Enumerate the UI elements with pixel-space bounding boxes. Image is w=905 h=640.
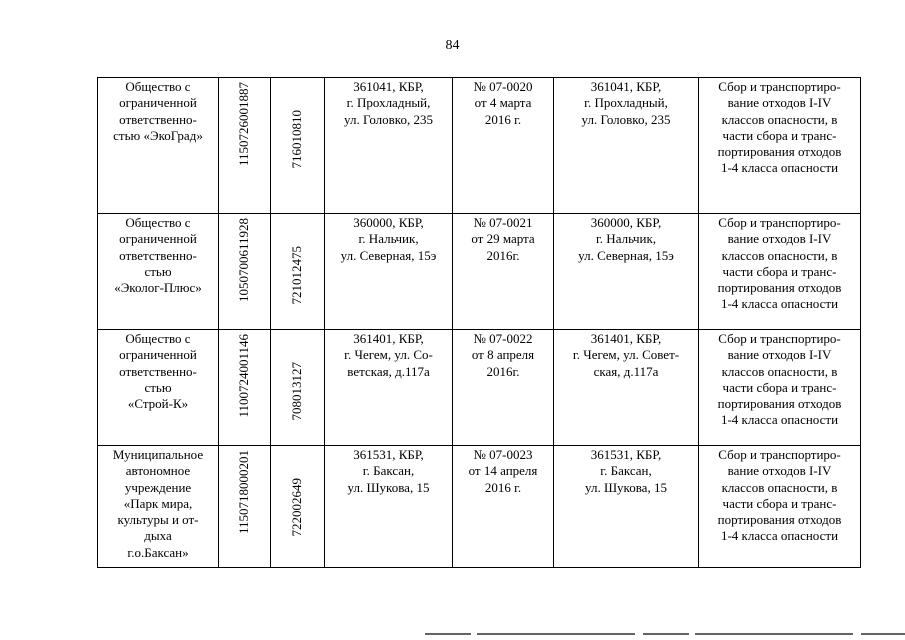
- license-cell: № 07-0020 от 4 марта 2016 г.: [453, 78, 554, 214]
- inn-cell: [271, 330, 325, 446]
- org-name-cell: Общество с ограниченной ответственно- стью «ЭкоГрад»: [98, 78, 219, 214]
- bottom-rule-line: [425, 633, 905, 635]
- ogrn-cell: [219, 446, 271, 568]
- activity-cell: Сбор и транспортиро- вание отходов I-IV классов опасности, в части сбора и транс- портирования отходов 1-4 класса опасности: [699, 330, 861, 446]
- address-cell: 361531, КБР, г. Баксан, ул. Шукова, 15: [325, 446, 453, 568]
- ogrn-cell: [219, 330, 271, 446]
- registry-table: [97, 77, 861, 568]
- table-row: [98, 446, 861, 568]
- ogrn-text: 1150718000201: [236, 450, 252, 535]
- org-name-cell: Общество с ограниченной ответственно- стью «Эколог-Плюс»: [98, 214, 219, 330]
- activity-cell: Сбор и транспортиро- вание отходов I-IV классов опасности, в части сбора и транс- портирования отходов 1-4 класса опасности: [699, 446, 861, 568]
- address-cell: 360000, КБР, г. Нальчик, ул. Северная, 15э: [325, 214, 453, 330]
- inn-text: 708013127: [289, 362, 305, 421]
- ogrn-text: 1150726001887: [236, 82, 252, 167]
- org-name-cell: Общество с ограниченной ответственно- стью «Строй-К»: [98, 330, 219, 446]
- table-row: [98, 78, 861, 214]
- inn-text: 716010810: [289, 110, 305, 169]
- inn-text: 722002649: [289, 478, 305, 537]
- table-row: [98, 330, 861, 446]
- inn-cell: [271, 214, 325, 330]
- address-cell: 361041, КБР, г. Прохладный, ул. Головко, 235: [325, 78, 453, 214]
- activity-cell: Сбор и транспортиро- вание отходов I-IV классов опасности, в части сбора и транс- портирования отходов 1-4 класса опасности: [699, 214, 861, 330]
- table-row: [98, 214, 861, 330]
- activity-address-cell: 361041, КБР, г. Прохладный, ул. Головко, 235: [554, 78, 699, 214]
- license-cell: № 07-0021 от 29 марта 2016г.: [453, 214, 554, 330]
- activity-address-cell: 360000, КБР, г. Нальчик, ул. Северная, 15э: [554, 214, 699, 330]
- page-number: 84: [445, 38, 460, 53]
- inn-cell: [271, 78, 325, 214]
- ogrn-cell: [219, 214, 271, 330]
- activity-address-cell: 361401, КБР, г. Чегем, ул. Совет- ская, д.117а: [554, 330, 699, 446]
- activity-address-cell: 361531, КБР, г. Баксан, ул. Шукова, 15: [554, 446, 699, 568]
- activity-cell: Сбор и транспортиро- вание отходов I-IV классов опасности, в части сбора и транс- портирования отходов 1-4 класса опасности: [699, 78, 861, 214]
- ogrn-text: 1050700611928: [236, 218, 252, 303]
- ogrn-text: 1100724001146: [236, 334, 252, 418]
- address-cell: 361401, КБР, г. Чегем, ул. Со- ветская, д.117а: [325, 330, 453, 446]
- license-cell: № 07-0023 от 14 апреля 2016 г.: [453, 446, 554, 568]
- inn-cell: [271, 446, 325, 568]
- license-cell: № 07-0022 от 8 апреля 2016г.: [453, 330, 554, 446]
- org-name-cell: Муниципальное автономное учреждение «Парк мира, культуры и от- дыха г.о.Баксан»: [98, 446, 219, 568]
- ogrn-cell: [219, 78, 271, 214]
- inn-text: 721012475: [289, 246, 305, 305]
